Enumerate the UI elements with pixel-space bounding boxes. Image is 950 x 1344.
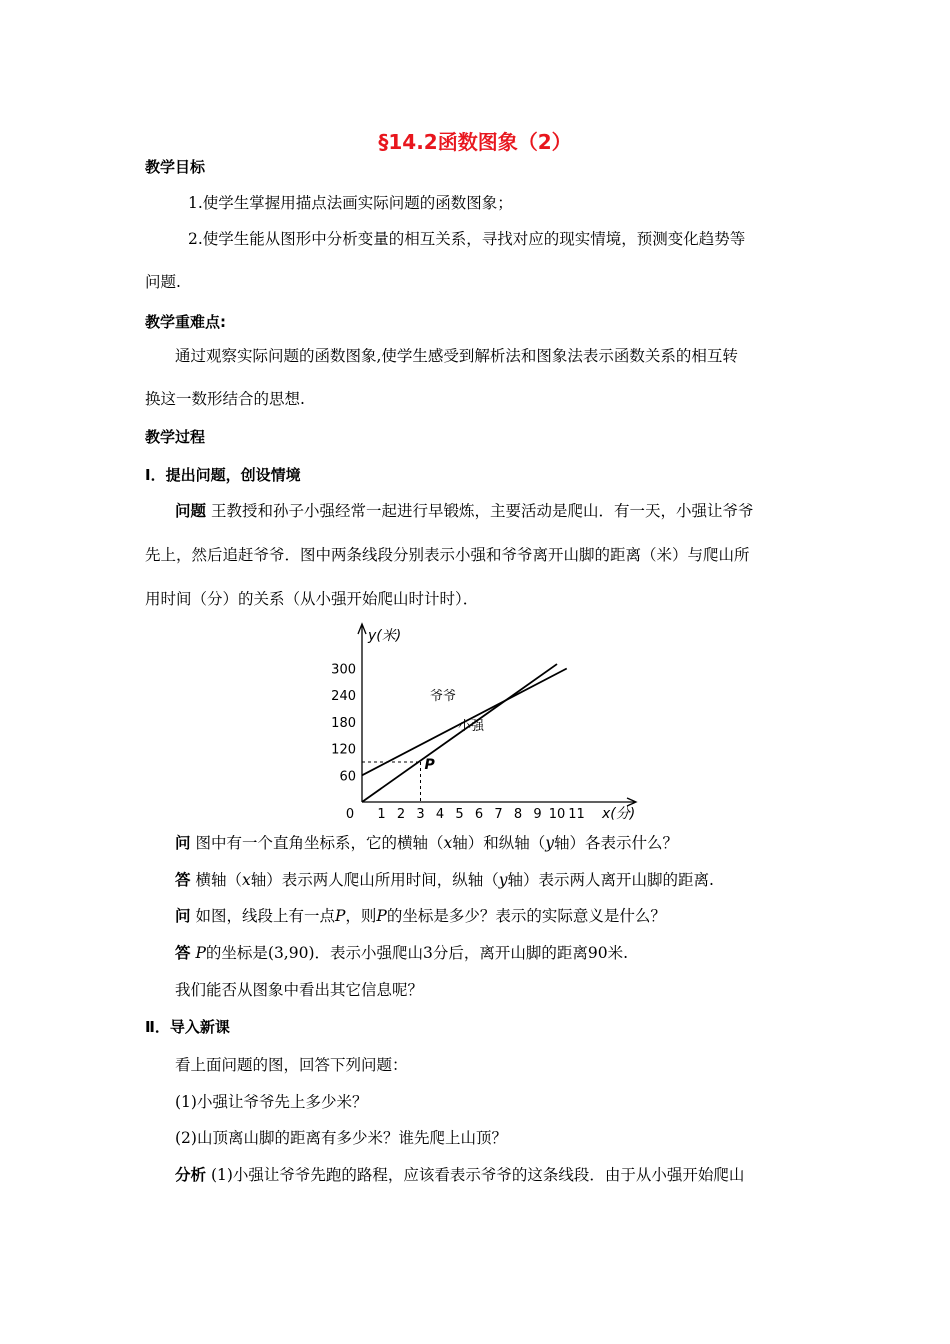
x-tick-label: 8 xyxy=(513,807,523,820)
series-label-xiaoqiang: 小强 xyxy=(458,719,485,734)
distance-time-graph xyxy=(330,620,650,820)
problem-line1 xyxy=(175,501,753,521)
objective-2-line1: 2.使学生能从图形中分析变量的相互关系，寻找对应的现实情境，预测变化趋势等 xyxy=(188,230,746,248)
answer-2 xyxy=(175,943,628,963)
question-label-2: 问 xyxy=(175,907,191,925)
process-heading: 教学过程 xyxy=(145,428,206,446)
page-title: §14.2函数图象（2） xyxy=(378,130,572,154)
a2-p: P xyxy=(195,944,206,962)
answer-1 xyxy=(175,870,714,890)
objective-1: 1.使学生掌握用描点法画实际问题的函数图象； xyxy=(188,194,513,212)
y-tick-labels xyxy=(331,663,356,785)
problem-text-1: 王教授和孙子小强经常一起进行早锻炼，主要活动是爬山．有一天，小强让爷爷 xyxy=(210,502,754,520)
x-tick-label: 5 xyxy=(455,807,464,820)
objective-2-line2: 问题. xyxy=(145,273,181,291)
new-lesson-q1: (1)小强让爷爷先上多少米？ xyxy=(175,1093,368,1111)
x-tick-label: 3 xyxy=(416,807,425,820)
y-tick-label: 120 xyxy=(331,742,356,758)
x-axis-label: x(分) xyxy=(602,806,636,820)
q2-text-b: ，则 xyxy=(345,907,377,925)
y-tick-label: 180 xyxy=(331,715,356,731)
a1-text-a: 横轴（ xyxy=(195,871,242,889)
key-points-line2: 换这一数形结合的思想. xyxy=(145,390,305,408)
q2-text-a: 如图，线段上有一点 xyxy=(195,907,335,925)
q2-p: P xyxy=(334,907,346,925)
section-2-heading: Ⅱ．导入新课 xyxy=(145,1018,230,1036)
y-tick-label: 240 xyxy=(331,689,356,705)
q2-text-c: 的坐标是多少？表示的实际意义是什么？ xyxy=(386,907,666,925)
x-tick-label: 2 xyxy=(396,807,406,820)
question-2 xyxy=(175,906,666,926)
analysis-text: (1)小强让爷爷先跑的路程，应该看表示爷爷的这条线段．由于从小强开始爬山 xyxy=(210,1166,745,1184)
x-tick-label: 6 xyxy=(474,807,484,820)
q1-x: x xyxy=(443,834,453,852)
q1-y: y xyxy=(545,834,554,852)
new-lesson-intro: 看上面问题的图，回答下列问题： xyxy=(175,1056,408,1074)
answer-label-2: 答 xyxy=(175,944,191,962)
q1-text-c: 轴）各表示什么？ xyxy=(554,834,679,852)
point-p-label: P xyxy=(424,756,435,773)
key-points-heading: 教学重难点: xyxy=(145,313,226,331)
y-tick-label: 60 xyxy=(339,769,356,785)
problem-label: 问题 xyxy=(175,502,207,520)
q1-text-b: 轴）和纵轴（ xyxy=(452,834,546,852)
analysis-line xyxy=(175,1165,744,1185)
x-tick-label: 0 xyxy=(345,807,355,820)
question-label: 问 xyxy=(175,834,191,852)
extra-question: 我们能否从图象中看出其它信息呢？ xyxy=(175,981,424,999)
a2-text: 的坐标是(3,90)．表示小强爬山3分后，离开山脚的距离90米. xyxy=(205,944,629,962)
series-label-yeye: 爷爷 xyxy=(430,689,457,704)
objectives-heading: 教学目标 xyxy=(145,158,206,176)
x-tick-label: 4 xyxy=(435,807,445,820)
y-axis-label: y(米) xyxy=(368,628,402,644)
y-tick-label: 300 xyxy=(331,662,356,678)
x-tick-labels xyxy=(346,807,585,820)
a1-y: y xyxy=(498,871,508,889)
analysis-label: 分析 xyxy=(175,1166,207,1184)
x-tick-label: 11 xyxy=(568,807,585,820)
q1-text-a: 图中有一个直角坐标系，它的横轴（ xyxy=(195,834,444,852)
graph-axes xyxy=(358,624,636,806)
section-1-heading: Ⅰ．提出问题，创设情境 xyxy=(145,466,301,484)
x-tick-label: 7 xyxy=(494,807,503,820)
x-tick-label: 10 xyxy=(548,807,566,820)
x-tick-label: 1 xyxy=(377,807,386,820)
a1-text-b: 轴）表示两人爬山所用时间，纵轴（ xyxy=(250,871,499,889)
answer-label: 答 xyxy=(175,871,191,889)
new-lesson-q2: (2)山顶离山脚的距离有多少米？谁先爬上山顶？ xyxy=(175,1129,507,1147)
problem-line3: 用时间（分）的关系（从小强开始爬山时计时）． xyxy=(145,590,479,608)
x-tick-label: 9 xyxy=(533,807,542,820)
a1-x: x xyxy=(241,871,251,889)
key-points-line1: 通过观察实际问题的函数图象,使学生感受到解析法和图象法表示函数关系的相互转 xyxy=(175,347,738,365)
problem-line2: 先上，然后追赶爷爷．图中两条线段分别表示小强和爷爷离开山脚的距离（米）与爬山所 xyxy=(145,546,750,564)
a1-text-c: 轴）表示两人离开山脚的距离. xyxy=(507,871,714,889)
question-1 xyxy=(175,833,678,853)
q2-p2: P xyxy=(376,907,387,925)
